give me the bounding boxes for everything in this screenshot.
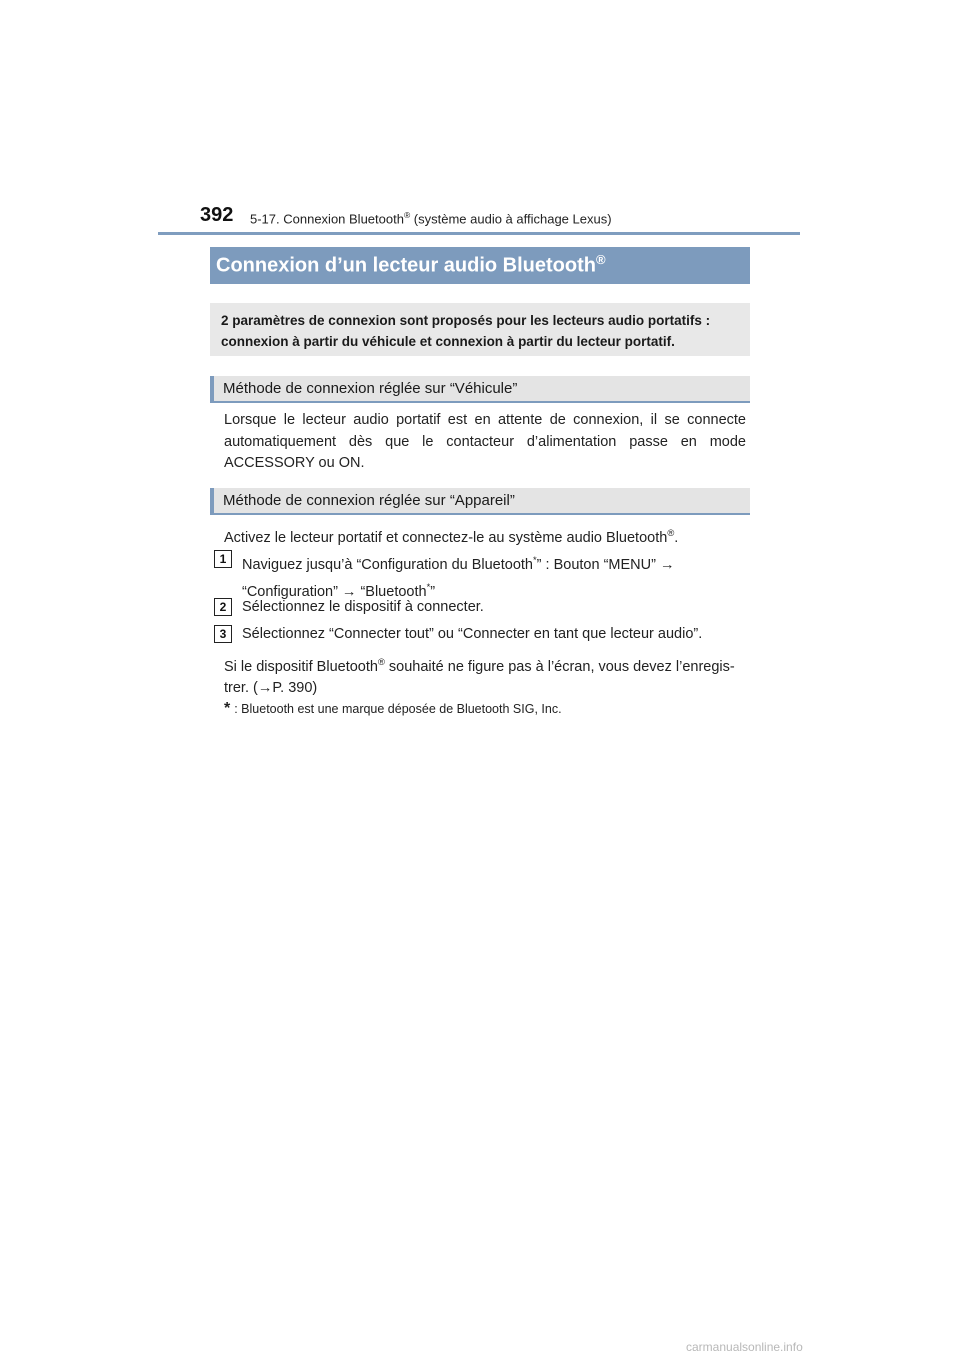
step-number-1: 1 [214, 550, 232, 568]
title-bar [210, 247, 750, 284]
step-1-text: Naviguez jusqu’à “Configuration du Bluetooth*” : Bouton “MENU” → “Configuration” → “Bluetooth*” [242, 554, 675, 601]
section-heading-label: Méthode de connexion réglée sur “Appareil” [223, 492, 515, 509]
intro-box [210, 303, 750, 356]
footnote-text: : Bluetooth est une marque déposée de Bluetooth SIG, Inc. [234, 702, 562, 716]
footnote [224, 700, 562, 718]
register-note: Si le dispositif Bluetooth® souhaité ne figure pas à l’écran, vous devez l’enregis- trer. (→P. 390) [224, 656, 735, 697]
footnote-star: * [224, 700, 231, 717]
step-3-text: Sélectionnez “Connecter tout” ou “Connecter en tant que lecteur audio”. [242, 626, 703, 642]
page-number: 392 [200, 204, 234, 226]
step-number-3: 3 [214, 625, 232, 643]
header-rule [158, 232, 800, 235]
section-device-lead: Activez le lecteur portatif et connectez-le au système audio Bluetooth®. [224, 527, 679, 546]
running-header-title: 5-17. Connexion Bluetooth® (système audio à affichage Lexus) [250, 210, 612, 227]
footnote-marker: * [426, 581, 431, 593]
intro-text: 2 paramètres de connexion sont proposés pour les lecteurs audio portatifs : connexion à partir du véhicule et connexion à partir du lecteur portatif. [221, 313, 711, 349]
section-heading-vehicle [210, 376, 750, 403]
watermark: carmanualsonline.info [686, 1340, 803, 1354]
section-vehicle-body: Lorsque le lecteur audio portatif est en attente de connexion, il se connecte automatiquement dès que le contacteur d’alimentation passe en mode ACCESSORY ou ON. [224, 412, 746, 471]
page-header [200, 200, 800, 234]
section-heading-label: Méthode de connexion réglée sur “Véhicule” [223, 380, 518, 397]
footnote-marker: * [533, 554, 537, 565]
section-heading-device [210, 488, 750, 515]
page-title: Connexion d’un lecteur audio Bluetooth® [216, 252, 606, 277]
step-2-text: Sélectionnez le dispositif à connecter. [242, 599, 484, 615]
step-number-2: 2 [214, 598, 232, 616]
